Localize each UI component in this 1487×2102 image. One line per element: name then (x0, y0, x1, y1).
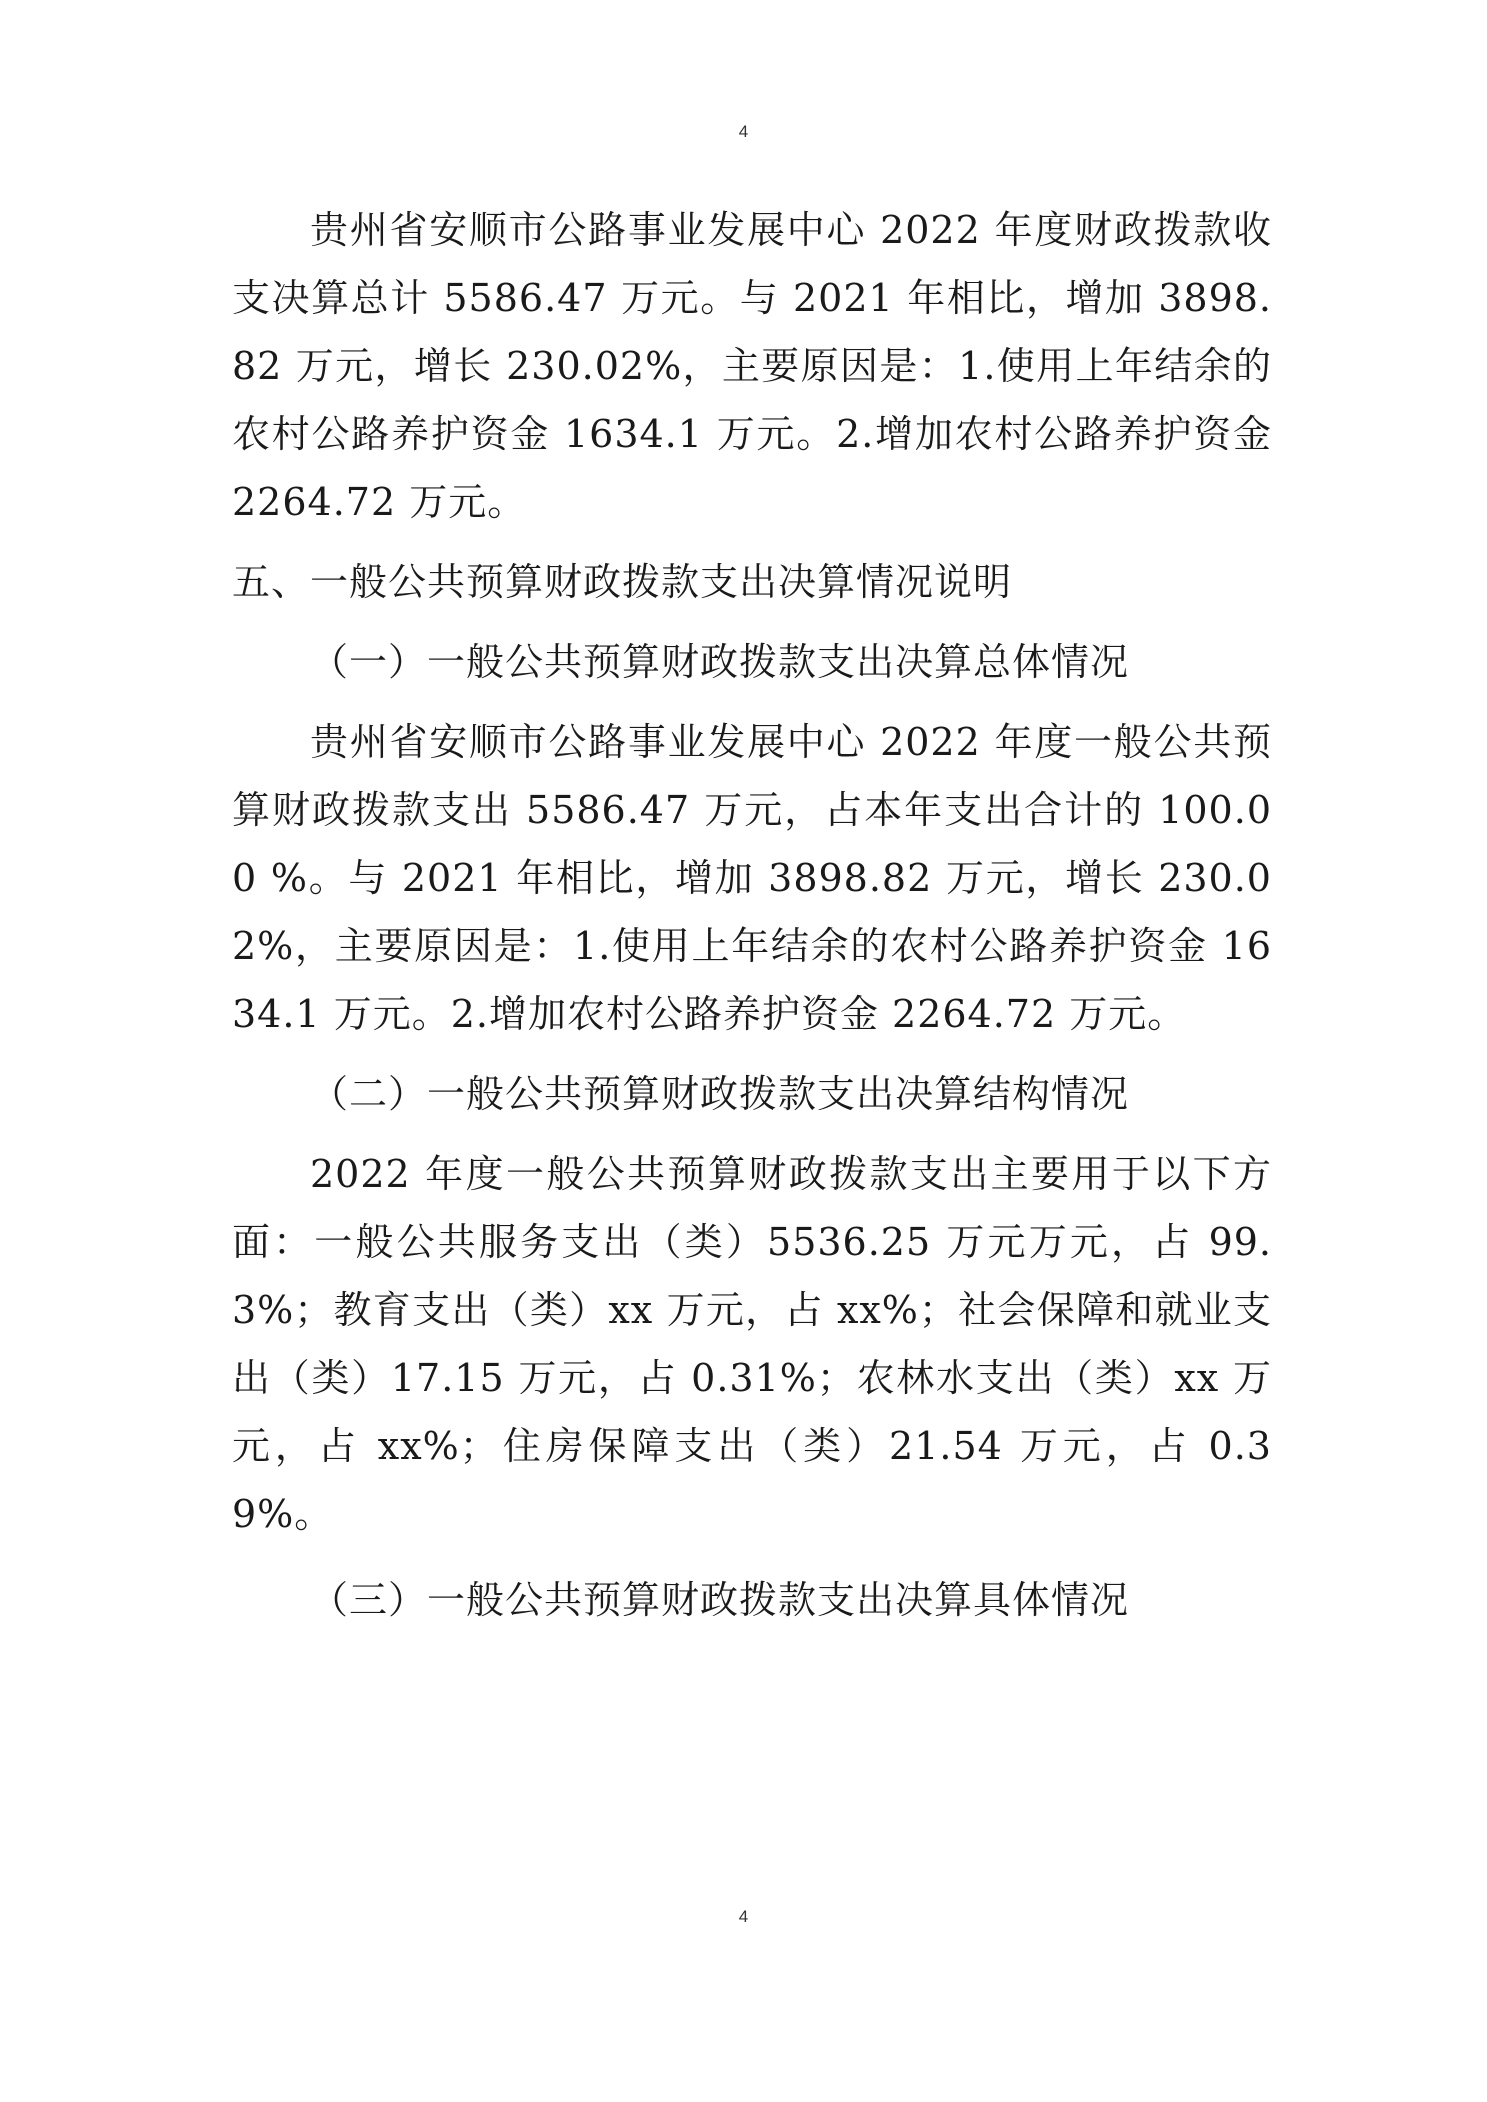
paragraph-overall-expenditure: 贵州省安顺市公路事业发展中心 2022 年度一般公共预算财政拨款支出 5586.47 万元，占本年支出合计的 100.00 %。与 2021 年相比，增加 3898.82 万元，增长 230.02%，主要原因是：1.使用上年结余的农村公路养护资金 1634.1 万元。2.增加农村公路养护资金 2264.72 万元。 (232, 720, 1272, 1036)
subsection-heading-1: （一）一般公共预算财政拨款支出决算总体情况 (310, 640, 1130, 684)
paragraph-expenditure-structure: 2022 年度一般公共预算财政拨款支出主要用于以下方面：一般公共服务支出（类）5536.25 万元万元，占 99.3%；教育支出（类）xx 万元，占 xx%；社会保障和就业支出（类）17.15 万元，占 0.31%；农林水支出（类）xx 万元，占 xx%；住房保障支出（类）21.54 万元，占 0.39%。 (232, 1152, 1272, 1536)
subsection-heading-2: （二）一般公共预算财政拨款支出决算结构情况 (310, 1072, 1130, 1116)
subsection-heading-3: （三）一般公共预算财政拨款支出决算具体情况 (310, 1578, 1130, 1622)
page-number-top: 4 (738, 122, 749, 141)
document-body (232, 196, 1272, 1634)
page-number-bottom: 4 (738, 1907, 749, 1926)
paragraph-total-summary: 贵州省安顺市公路事业发展中心 2022 年度财政拨款收支决算总计 5586.47 万元。与 2021 年相比，增加 3898.82 万元，增长 230.02%，主要原因是：1.使用上年结余的农村公路养护资金 1634.1 万元。2.增加农村公路养护资金 2264.72 万元。 (232, 208, 1272, 524)
section-heading-5: 五、一般公共预算财政拨款支出决算情况说明 (232, 560, 1013, 604)
